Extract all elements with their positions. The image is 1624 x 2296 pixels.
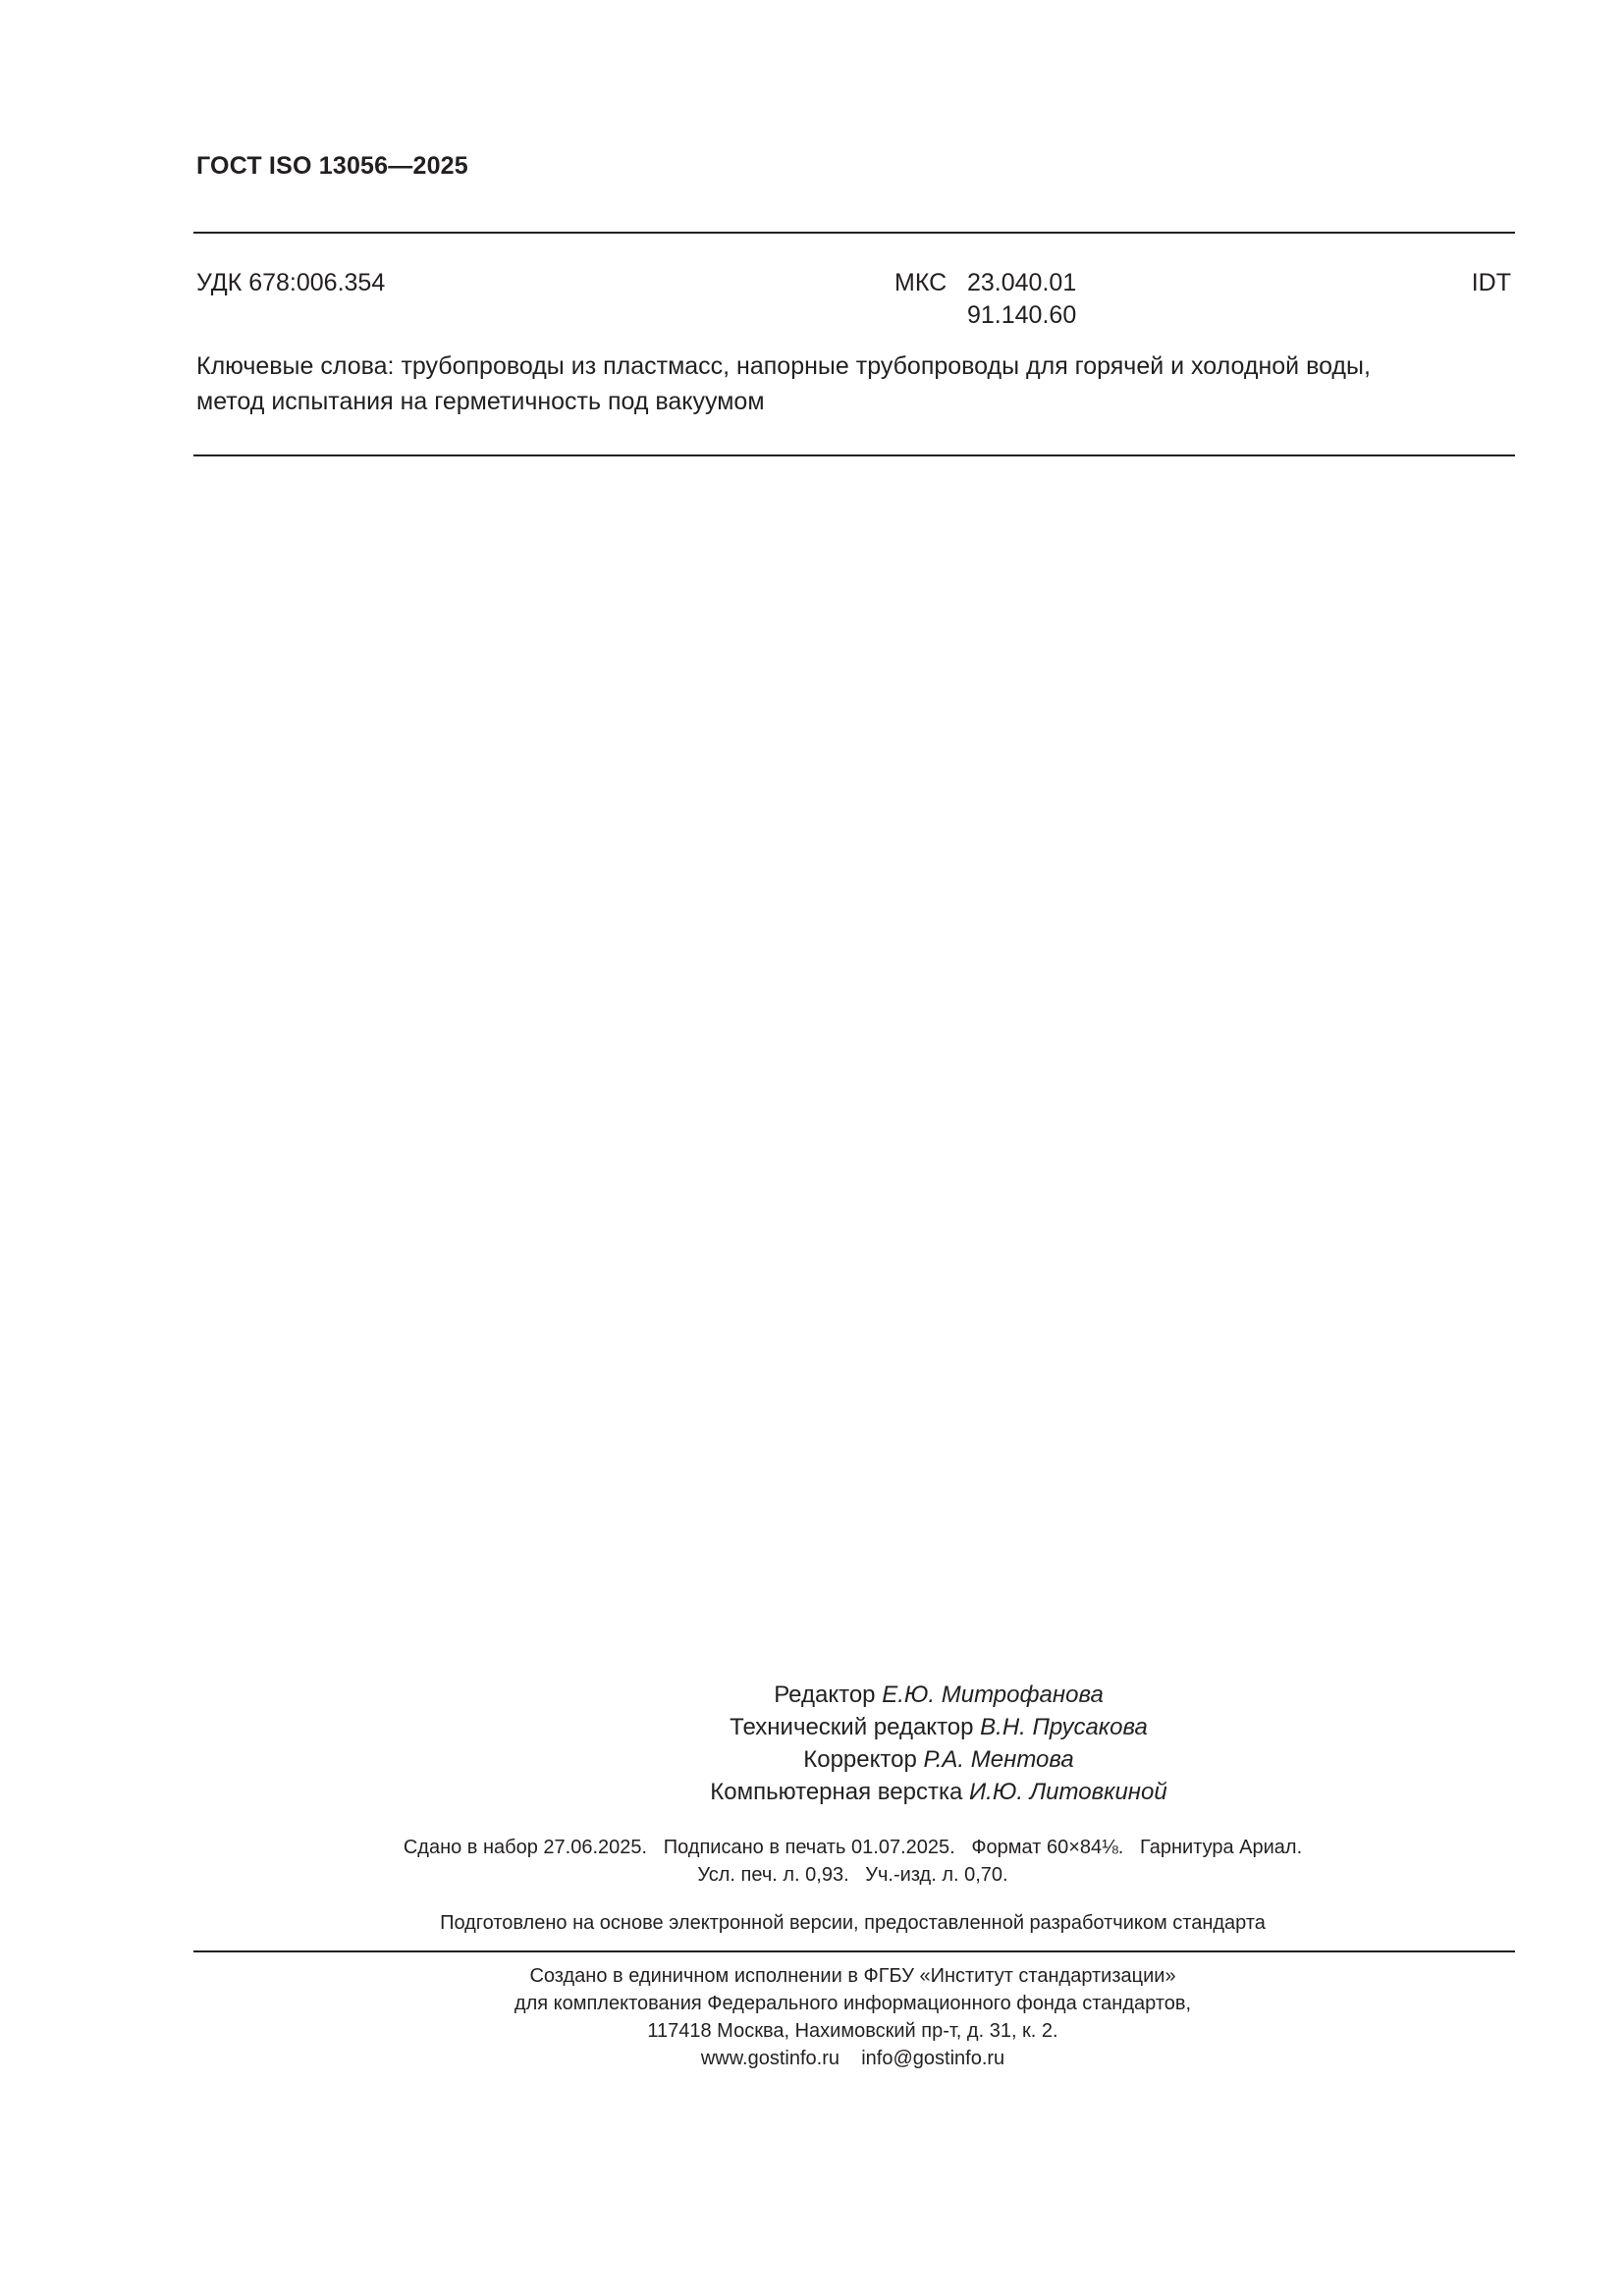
print-info xyxy=(0,1834,1624,1889)
publisher-line: Создано в единичном исполнении в ФГБУ «Институт стандартизации» xyxy=(529,1965,1176,1987)
print-info-line: Сдано в набор 27.06.2025. Подписано в печать 01.07.2025. Формат 60×84⅛. Гарнитура Ариал. xyxy=(403,1837,1303,1858)
credit-name: В.Н. Прусакова xyxy=(980,1714,1148,1740)
credit-row xyxy=(0,1711,1624,1743)
udk-code: УДК 678:006.354 xyxy=(196,269,386,296)
mks-label: МКС xyxy=(894,269,947,296)
publisher-line: для комплектования Федерального информационного фонда стандартов, xyxy=(514,1993,1192,2014)
credit-name: И.Ю. Литовкиной xyxy=(969,1779,1167,1805)
credit-name: Е.Ю. Митрофанова xyxy=(882,1682,1104,1708)
publisher-info xyxy=(0,1962,1624,2072)
credit-role: Редактор xyxy=(774,1682,876,1708)
keywords-line: Ключевые слова: трубопроводы из пластмасс, напорные трубопроводы для горячей и холодной воды, xyxy=(196,352,1371,380)
editorial-credits xyxy=(0,1679,1624,1808)
credit-role: Технический редактор xyxy=(730,1714,974,1740)
mks-code: 91.140.60 xyxy=(967,301,1077,329)
credit-row xyxy=(0,1679,1624,1711)
prepared-note: Подготовлено на основе электронной версии, предоставленной разработчиком стандарта xyxy=(440,1912,1266,1934)
mks-code: 23.040.01 xyxy=(967,269,1077,296)
credit-row xyxy=(0,1776,1624,1808)
keywords-line: метод испытания на герметичность под вакуумом xyxy=(196,388,765,415)
credit-role: Компьютерная верстка xyxy=(710,1779,963,1805)
credit-role: Корректор xyxy=(803,1746,917,1773)
bottom-divider xyxy=(193,1950,1515,1952)
publisher-line: 117418 Москва, Нахимовский пр-т, д. 31, к. 2. xyxy=(647,2020,1058,2042)
top-divider xyxy=(193,232,1515,234)
credit-row xyxy=(0,1743,1624,1776)
print-info-line: Усл. печ. л. 0,93. Уч.-изд. л. 0,70. xyxy=(697,1864,1008,1886)
publisher-line: www.gostinfo.ru info@gostinfo.ru xyxy=(700,2048,1005,2069)
idt-marker: IDT xyxy=(1471,269,1511,296)
document-code: ГОСТ ISO 13056—2025 xyxy=(196,152,468,180)
credit-name: Р.А. Ментова xyxy=(923,1746,1074,1773)
keywords-divider xyxy=(193,454,1515,456)
